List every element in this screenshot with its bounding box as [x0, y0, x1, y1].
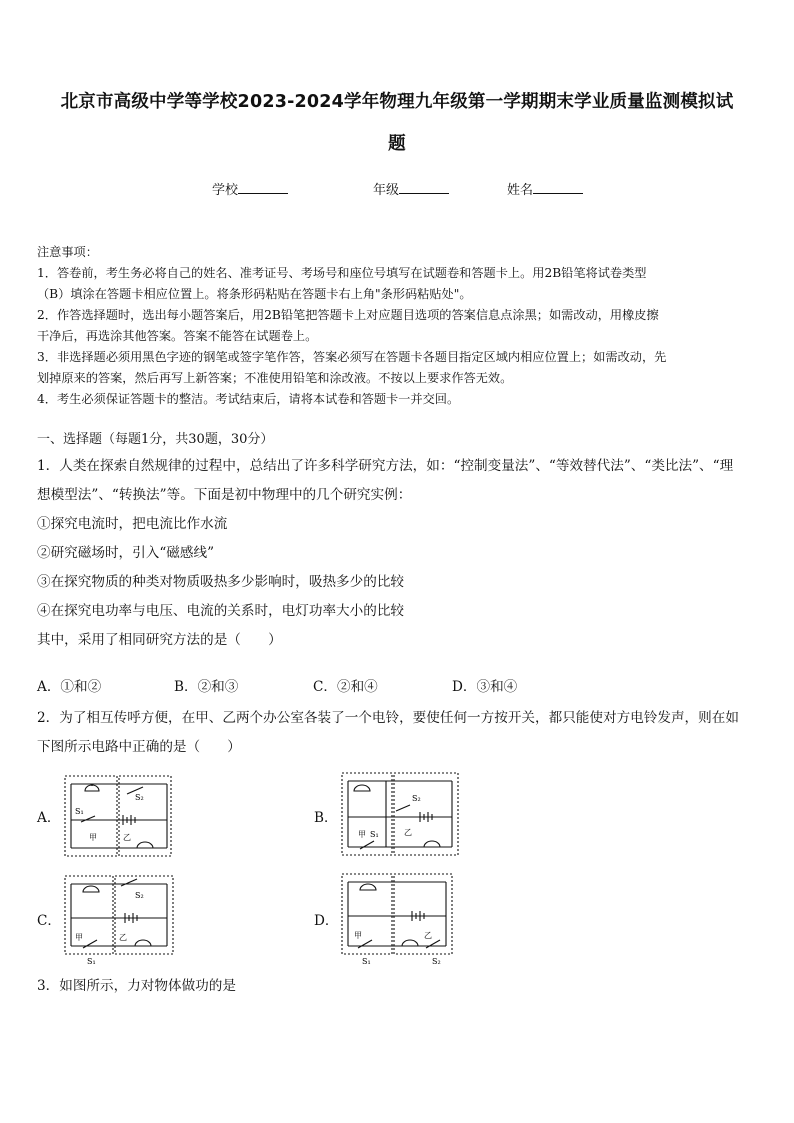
- switch-icon: [358, 940, 372, 948]
- q1-item: ③在探究物质的种类对物质吸热多少影响时，吸热多少的比较: [37, 574, 405, 590]
- q1-option-c: C．②和④: [313, 679, 378, 695]
- notes-line: 3．非选择题必须用黑色字迹的钢笔或签字笔作答，答案必须写在答题卡各题目指定区域内相应位置上；如需改动，先: [37, 350, 667, 364]
- bell-icon: [402, 940, 418, 946]
- name-label: 姓名: [507, 183, 534, 198]
- notes-line: 2．作答选择题时，选出每小题答案后，用2B铅笔把答题卡上对应题目选项的答案信息点涂黑；如需改动，用橡皮擦: [37, 308, 659, 322]
- section-heading: 一、选择题（每题1分，共30题，30分）: [37, 432, 274, 447]
- q1-stem-line2: 想模型法”、“转换法”等。下面是初中物理中的几个研究实例：: [37, 487, 412, 503]
- circuit-label-yi: 乙: [424, 931, 432, 940]
- circuit-diagram-a: [63, 774, 175, 860]
- bell-icon: [135, 940, 151, 946]
- office-jia-box: [65, 776, 117, 856]
- question-2: [37, 704, 759, 762]
- grade-blank: [399, 181, 449, 194]
- circuit-label-jia: 甲: [89, 833, 97, 842]
- page-title-line1: 北京市高级中学等学校2023-2024学年物理九年级第一学期期末学业质量监测模拟试: [60, 92, 734, 112]
- circuit-diagram-d: [340, 872, 456, 966]
- notes-line: 划掉原来的答案，然后再写上新答案；不准使用铅笔和涂改液。不按以上要求作答无效。: [37, 371, 513, 385]
- circuit-label-s2: S₂: [135, 793, 144, 802]
- circuit-label-yi: 乙: [123, 833, 131, 842]
- circuit-label-s2: S₂: [412, 794, 421, 803]
- switch-icon: [396, 805, 410, 811]
- bell-icon: [83, 886, 99, 892]
- circuit-label-s1: S₁: [87, 957, 96, 966]
- switch-icon: [426, 940, 440, 948]
- q2-option-d-label: D．: [314, 913, 339, 929]
- notes-line: 干净后，再选涂其他答案。答案不能答在试题卷上。: [37, 329, 318, 343]
- q1-option-b: B．②和③: [174, 679, 239, 695]
- q1-option-d: D．③和④: [452, 679, 518, 695]
- q1-stem-line1: 1．人类在探索自然规律的过程中，总结出了许多科学研究方法，如：“控制变量法”、“等效替代法”、“类比法”、“理: [37, 458, 734, 474]
- q1-item: ①探究电流时，把电流比作水流: [37, 516, 228, 532]
- q2-option-b-label: B．: [314, 810, 338, 826]
- circuit-diagram-c: [63, 874, 175, 966]
- circuit-label-s2: S₂: [432, 957, 441, 966]
- notes-line: （B）填涂在答题卡相应位置上。将条形码粘贴在答题卡右上角"条形码粘贴处"。: [37, 287, 472, 301]
- grade-label: 年级: [373, 183, 400, 198]
- circuit-label-jia: 甲: [75, 933, 83, 942]
- q2-stem-line2: 下图所示电路中正确的是（ ）: [37, 739, 241, 755]
- circuit-label-s1: S₁: [362, 957, 371, 966]
- q2-option-c-label: C．: [37, 913, 61, 929]
- bell-icon: [424, 841, 440, 847]
- q1-question: 其中，采用了相同研究方法的是（ ）: [37, 632, 282, 648]
- notes-heading: 注意事项：: [37, 245, 98, 259]
- notes-line: 4．考生必须保证答题卡的整洁。考试结束后，请将本试卷和答题卡一并交回。: [37, 392, 460, 406]
- q1-item: ④在探究电功率与电压、电流的关系时，电灯功率大小的比较: [37, 603, 405, 619]
- circuit-label-s2: S₂: [135, 891, 144, 900]
- bell-icon: [360, 884, 376, 890]
- circuit-label-jia: 甲: [358, 830, 366, 839]
- bell-icon: [354, 785, 370, 791]
- page-title-line2: 题: [388, 134, 406, 154]
- switch-icon: [83, 940, 97, 948]
- notes-line: 1．答卷前，考生务必将自己的姓名、准考证号、考场号和座位号填写在试题卷和答题卡上。用2B铅笔将试卷类型: [37, 266, 647, 280]
- q1-option-a: A．①和②: [37, 679, 102, 695]
- q1-item: ②研究磁场时，引入“磁感线”: [37, 545, 215, 561]
- circuit-diagram-b: [340, 771, 460, 857]
- name-field: [507, 179, 583, 198]
- circuit-label-jia: 甲: [354, 931, 362, 940]
- name-blank: [533, 181, 583, 194]
- grade-field: [373, 179, 449, 198]
- question-1: [37, 452, 759, 655]
- office-yi-box: [119, 776, 171, 856]
- bell-icon: [85, 784, 99, 791]
- q2-option-a-label: A．: [37, 810, 61, 826]
- question-3: 3．如图所示，力对物体做功的是: [37, 978, 236, 994]
- bell-icon: [137, 842, 153, 848]
- switch-icon: [360, 841, 374, 849]
- school-field: [212, 179, 288, 198]
- circuit-label-s1: S₁: [370, 830, 379, 839]
- q2-stem-line1: 2．为了相互传呼方便，在甲、乙两个办公室各装了一个电铃，要使任何一方按开关，都只能使对方电铃发声，则在如: [37, 710, 739, 726]
- school-blank: [238, 181, 288, 194]
- circuit-label-yi: 乙: [404, 828, 412, 837]
- circuit-label-yi: 乙: [119, 933, 127, 942]
- switch-icon: [121, 879, 137, 886]
- school-label: 学校: [212, 183, 239, 198]
- switch-icon: [81, 816, 95, 822]
- circuit-label-s1: S₁: [75, 807, 84, 816]
- notes-block: [37, 242, 759, 410]
